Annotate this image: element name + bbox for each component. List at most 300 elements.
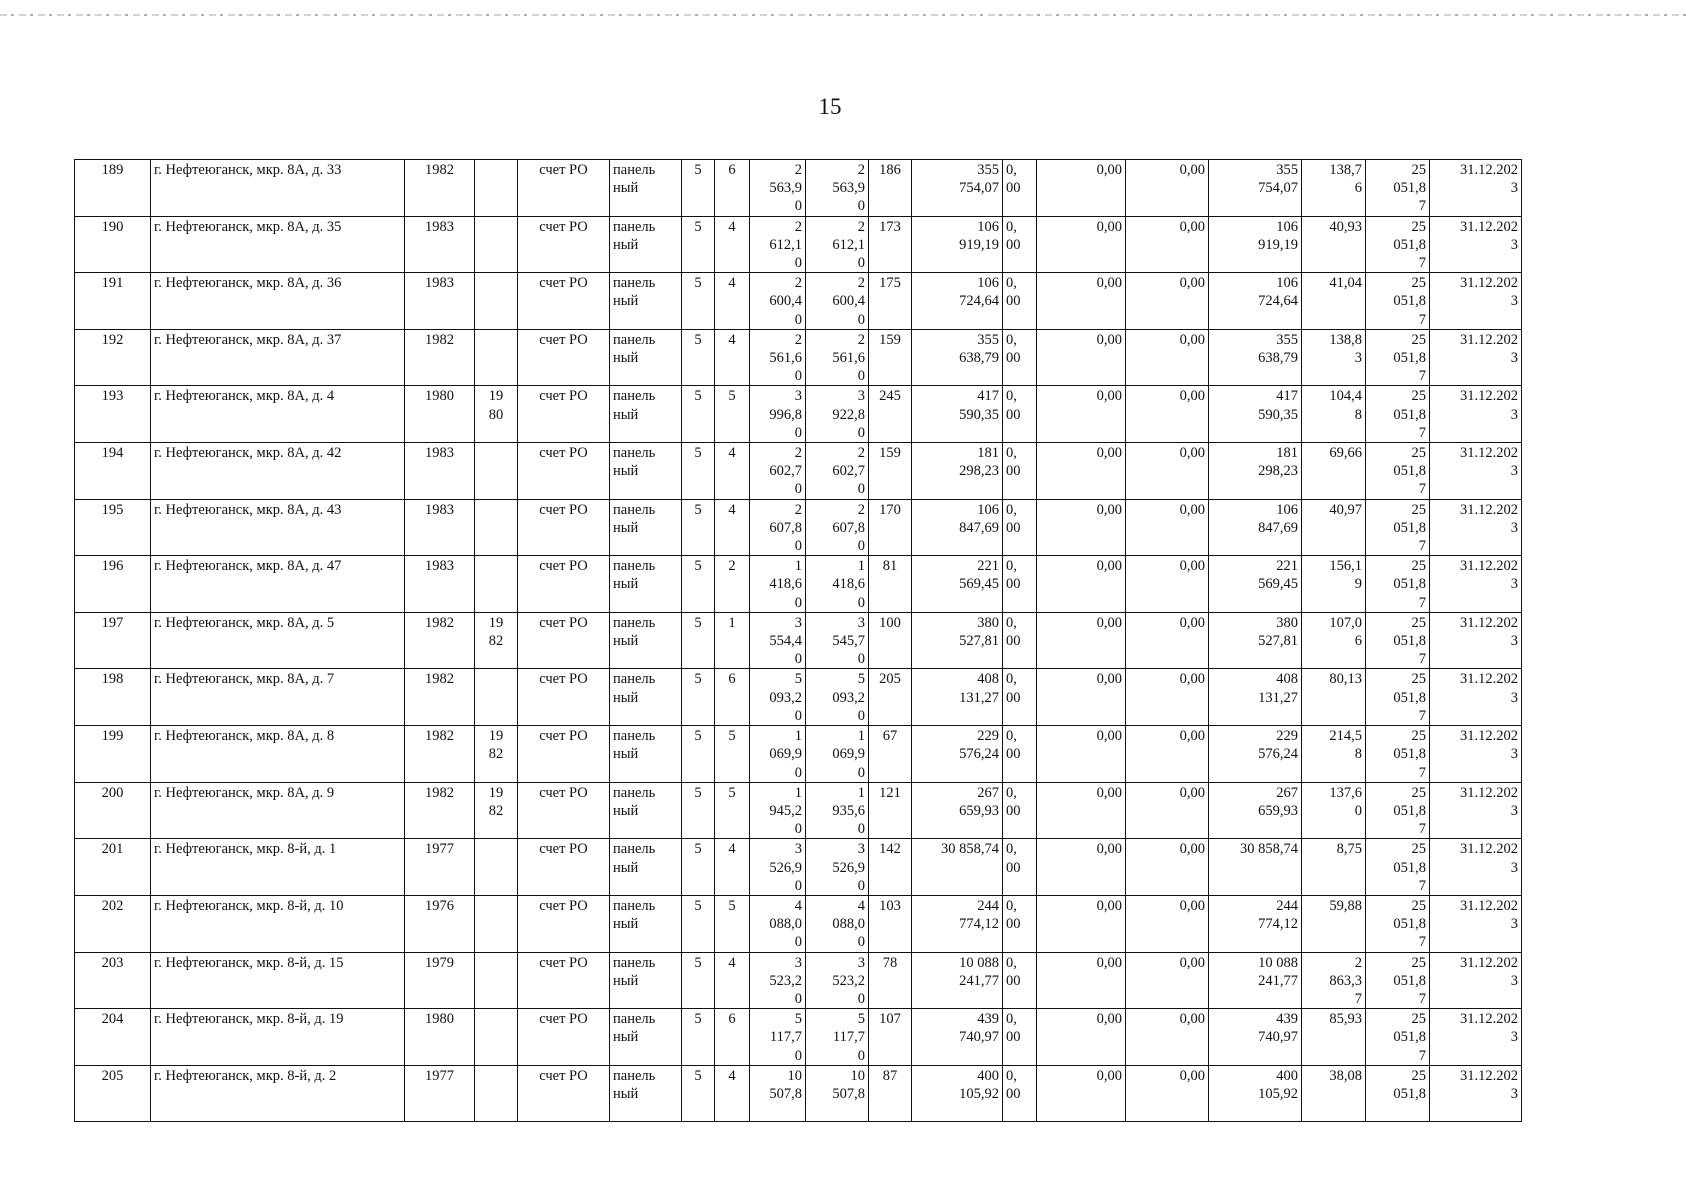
max-unit-cost-cell: 25 051,8 7 <box>1366 556 1430 613</box>
floors-cell: 5 <box>682 443 715 500</box>
year-built-cell: 1977 <box>405 839 475 896</box>
completion-date-cell: 31.12.202 3 <box>1430 726 1522 783</box>
entrances-cell: 5 <box>715 782 750 839</box>
federal-funds-cell: 0, 00 <box>1003 726 1037 783</box>
table-row <box>75 1009 1522 1066</box>
unit-cost-cell: 8,75 <box>1302 839 1366 896</box>
fund-cell: счет РО <box>518 556 610 613</box>
residents-cell: 100 <box>869 612 912 669</box>
address-cell: г. Нефтеюганск, мкр. 8А, д. 47 <box>151 556 405 613</box>
floors-cell: 5 <box>682 612 715 669</box>
max-unit-cost-cell: 25 051,8 7 <box>1366 499 1430 556</box>
total-cost-cell: 408 131,27 <box>912 669 1003 726</box>
entrances-cell: 4 <box>715 952 750 1009</box>
fund-cell: счет РО <box>518 216 610 273</box>
wall-material-cell: панель ный <box>610 1009 682 1066</box>
completion-date-cell: 31.12.202 3 <box>1430 160 1522 217</box>
entrances-cell: 4 <box>715 499 750 556</box>
housing-register-table <box>74 159 1522 1122</box>
entrances-cell: 4 <box>715 839 750 896</box>
address-cell: г. Нефтеюганск, мкр. 8-й, д. 1 <box>151 839 405 896</box>
floors-cell: 5 <box>682 952 715 1009</box>
total-cost-cell: 355 638,79 <box>912 329 1003 386</box>
total-area-cell: 1 945,2 0 <box>750 782 806 839</box>
owner-funds-cell: 106 724,64 <box>1209 273 1302 330</box>
wall-material-cell: панель ный <box>610 952 682 1009</box>
unit-cost-cell: 69,66 <box>1302 443 1366 500</box>
floors-cell: 5 <box>682 386 715 443</box>
total-cost-cell: 244 774,12 <box>912 895 1003 952</box>
total-area-cell: 2 563,9 0 <box>750 160 806 217</box>
address-cell: г. Нефтеюганск, мкр. 8А, д. 36 <box>151 273 405 330</box>
wall-material-cell: панель ный <box>610 839 682 896</box>
year-commissioned-cell <box>475 669 518 726</box>
total-area-cell: 3 526,9 0 <box>750 839 806 896</box>
total-area-cell: 1 418,6 0 <box>750 556 806 613</box>
table-row <box>75 782 1522 839</box>
max-unit-cost-cell: 25 051,8 7 <box>1366 612 1430 669</box>
unit-cost-cell: 156,1 9 <box>1302 556 1366 613</box>
owner-funds-cell: 355 754,07 <box>1209 160 1302 217</box>
living-area-cell: 3 922,8 0 <box>806 386 869 443</box>
floors-cell: 5 <box>682 273 715 330</box>
year-commissioned-cell: 19 82 <box>475 782 518 839</box>
regional-funds-cell: 0,00 <box>1037 443 1126 500</box>
max-unit-cost-cell: 25 051,8 7 <box>1366 895 1430 952</box>
living-area-cell: 2 612,1 0 <box>806 216 869 273</box>
max-unit-cost-cell: 25 051,8 7 <box>1366 839 1430 896</box>
municipal-funds-cell: 0,00 <box>1126 443 1209 500</box>
total-cost-cell: 30 858,74 <box>912 839 1003 896</box>
fund-cell: счет РО <box>518 499 610 556</box>
fund-cell: счет РО <box>518 895 610 952</box>
municipal-funds-cell: 0,00 <box>1126 160 1209 217</box>
row-number: 194 <box>75 443 151 500</box>
completion-date-cell: 31.12.202 3 <box>1430 443 1522 500</box>
regional-funds-cell: 0,00 <box>1037 216 1126 273</box>
residents-cell: 173 <box>869 216 912 273</box>
total-area-cell: 1 069,9 0 <box>750 726 806 783</box>
total-area-cell: 3 554,4 0 <box>750 612 806 669</box>
row-number: 201 <box>75 839 151 896</box>
owner-funds-cell: 244 774,12 <box>1209 895 1302 952</box>
unit-cost-cell: 41,04 <box>1302 273 1366 330</box>
total-cost-cell: 355 754,07 <box>912 160 1003 217</box>
total-area-cell: 3 523,2 0 <box>750 952 806 1009</box>
wall-material-cell: панель ный <box>610 443 682 500</box>
total-area-cell: 2 612,1 0 <box>750 216 806 273</box>
unit-cost-cell: 107,0 6 <box>1302 612 1366 669</box>
floors-cell: 5 <box>682 839 715 896</box>
living-area-cell: 2 607,8 0 <box>806 499 869 556</box>
address-cell: г. Нефтеюганск, мкр. 8А, д. 8 <box>151 726 405 783</box>
max-unit-cost-cell: 25 051,8 7 <box>1366 669 1430 726</box>
table-row <box>75 839 1522 896</box>
row-number: 189 <box>75 160 151 217</box>
total-cost-cell: 267 659,93 <box>912 782 1003 839</box>
federal-funds-cell: 0, 00 <box>1003 669 1037 726</box>
municipal-funds-cell: 0,00 <box>1126 839 1209 896</box>
max-unit-cost-cell: 25 051,8 7 <box>1366 216 1430 273</box>
table-row <box>75 329 1522 386</box>
regional-funds-cell: 0,00 <box>1037 726 1126 783</box>
unit-cost-cell: 80,13 <box>1302 669 1366 726</box>
federal-funds-cell: 0, 00 <box>1003 386 1037 443</box>
row-number: 192 <box>75 329 151 386</box>
table-row <box>75 273 1522 330</box>
wall-material-cell: панель ный <box>610 782 682 839</box>
fund-cell: счет РО <box>518 1065 610 1121</box>
year-built-cell: 1980 <box>405 1009 475 1066</box>
completion-date-cell: 31.12.202 3 <box>1430 669 1522 726</box>
address-cell: г. Нефтеюганск, мкр. 8А, д. 42 <box>151 443 405 500</box>
floors-cell: 5 <box>682 895 715 952</box>
wall-material-cell: панель ный <box>610 669 682 726</box>
year-built-cell: 1982 <box>405 612 475 669</box>
completion-date-cell: 31.12.202 3 <box>1430 216 1522 273</box>
municipal-funds-cell: 0,00 <box>1126 556 1209 613</box>
row-number: 200 <box>75 782 151 839</box>
wall-material-cell: панель ный <box>610 895 682 952</box>
municipal-funds-cell: 0,00 <box>1126 895 1209 952</box>
regional-funds-cell: 0,00 <box>1037 1009 1126 1066</box>
unit-cost-cell: 138,8 3 <box>1302 329 1366 386</box>
total-area-cell: 5 093,2 0 <box>750 669 806 726</box>
completion-date-cell: 31.12.202 3 <box>1430 1009 1522 1066</box>
entrances-cell: 4 <box>715 216 750 273</box>
total-cost-cell: 106 919,19 <box>912 216 1003 273</box>
regional-funds-cell: 0,00 <box>1037 952 1126 1009</box>
address-cell: г. Нефтеюганск, мкр. 8А, д. 43 <box>151 499 405 556</box>
year-commissioned-cell: 19 82 <box>475 726 518 783</box>
year-built-cell: 1982 <box>405 329 475 386</box>
municipal-funds-cell: 0,00 <box>1126 1065 1209 1121</box>
owner-funds-cell: 229 576,24 <box>1209 726 1302 783</box>
residents-cell: 78 <box>869 952 912 1009</box>
entrances-cell: 5 <box>715 726 750 783</box>
total-area-cell: 2 561,6 0 <box>750 329 806 386</box>
row-number: 198 <box>75 669 151 726</box>
max-unit-cost-cell: 25 051,8 7 <box>1366 726 1430 783</box>
row-number: 203 <box>75 952 151 1009</box>
max-unit-cost-cell: 25 051,8 7 <box>1366 952 1430 1009</box>
total-area-cell: 5 117,7 0 <box>750 1009 806 1066</box>
federal-funds-cell: 0, 00 <box>1003 895 1037 952</box>
completion-date-cell: 31.12.202 3 <box>1430 839 1522 896</box>
completion-date-cell: 31.12.202 3 <box>1430 386 1522 443</box>
residents-cell: 67 <box>869 726 912 783</box>
table-row <box>75 443 1522 500</box>
year-commissioned-cell <box>475 329 518 386</box>
unit-cost-cell: 2 863,3 7 <box>1302 952 1366 1009</box>
living-area-cell: 10 507,8 <box>806 1065 869 1121</box>
floors-cell: 5 <box>682 726 715 783</box>
max-unit-cost-cell: 25 051,8 7 <box>1366 329 1430 386</box>
federal-funds-cell: 0, 00 <box>1003 952 1037 1009</box>
regional-funds-cell: 0,00 <box>1037 329 1126 386</box>
year-built-cell: 1980 <box>405 386 475 443</box>
completion-date-cell: 31.12.202 3 <box>1430 952 1522 1009</box>
owner-funds-cell: 417 590,35 <box>1209 386 1302 443</box>
year-built-cell: 1977 <box>405 1065 475 1121</box>
table-row <box>75 556 1522 613</box>
municipal-funds-cell: 0,00 <box>1126 1009 1209 1066</box>
living-area-cell: 2 563,9 0 <box>806 160 869 217</box>
municipal-funds-cell: 0,00 <box>1126 726 1209 783</box>
municipal-funds-cell: 0,00 <box>1126 216 1209 273</box>
owner-funds-cell: 30 858,74 <box>1209 839 1302 896</box>
owner-funds-cell: 221 569,45 <box>1209 556 1302 613</box>
year-commissioned-cell <box>475 952 518 1009</box>
year-commissioned-cell <box>475 216 518 273</box>
year-commissioned-cell <box>475 556 518 613</box>
unit-cost-cell: 85,93 <box>1302 1009 1366 1066</box>
owner-funds-cell: 439 740,97 <box>1209 1009 1302 1066</box>
residents-cell: 205 <box>869 669 912 726</box>
living-area-cell: 4 088,0 0 <box>806 895 869 952</box>
row-number: 204 <box>75 1009 151 1066</box>
max-unit-cost-cell: 25 051,8 7 <box>1366 273 1430 330</box>
address-cell: г. Нефтеюганск, мкр. 8А, д. 9 <box>151 782 405 839</box>
address-cell: г. Нефтеюганск, мкр. 8А, д. 4 <box>151 386 405 443</box>
fund-cell: счет РО <box>518 443 610 500</box>
total-area-cell: 2 600,4 0 <box>750 273 806 330</box>
floors-cell: 5 <box>682 669 715 726</box>
residents-cell: 159 <box>869 443 912 500</box>
federal-funds-cell: 0, 00 <box>1003 1009 1037 1066</box>
regional-funds-cell: 0,00 <box>1037 273 1126 330</box>
row-number: 195 <box>75 499 151 556</box>
fund-cell: счет РО <box>518 669 610 726</box>
address-cell: г. Нефтеюганск, мкр. 8А, д. 37 <box>151 329 405 386</box>
entrances-cell: 4 <box>715 443 750 500</box>
year-built-cell: 1982 <box>405 669 475 726</box>
table-body <box>75 160 1522 1122</box>
row-number: 197 <box>75 612 151 669</box>
owner-funds-cell: 106 919,19 <box>1209 216 1302 273</box>
floors-cell: 5 <box>682 556 715 613</box>
residents-cell: 245 <box>869 386 912 443</box>
max-unit-cost-cell: 25 051,8 7 <box>1366 1009 1430 1066</box>
owner-funds-cell: 408 131,27 <box>1209 669 1302 726</box>
federal-funds-cell: 0, 00 <box>1003 839 1037 896</box>
living-area-cell: 1 418,6 0 <box>806 556 869 613</box>
wall-material-cell: панель ный <box>610 1065 682 1121</box>
completion-date-cell: 31.12.202 3 <box>1430 499 1522 556</box>
unit-cost-cell: 138,7 6 <box>1302 160 1366 217</box>
completion-date-cell: 31.12.202 3 <box>1430 1065 1522 1121</box>
table-row <box>75 1065 1522 1121</box>
regional-funds-cell: 0,00 <box>1037 895 1126 952</box>
row-number: 199 <box>75 726 151 783</box>
total-cost-cell: 400 105,92 <box>912 1065 1003 1121</box>
municipal-funds-cell: 0,00 <box>1126 952 1209 1009</box>
federal-funds-cell: 0, 00 <box>1003 612 1037 669</box>
municipal-funds-cell: 0,00 <box>1126 329 1209 386</box>
regional-funds-cell: 0,00 <box>1037 782 1126 839</box>
municipal-funds-cell: 0,00 <box>1126 499 1209 556</box>
completion-date-cell: 31.12.202 3 <box>1430 273 1522 330</box>
municipal-funds-cell: 0,00 <box>1126 612 1209 669</box>
row-number: 190 <box>75 216 151 273</box>
living-area-cell: 1 069,9 0 <box>806 726 869 783</box>
completion-date-cell: 31.12.202 3 <box>1430 612 1522 669</box>
entrances-cell: 2 <box>715 556 750 613</box>
year-built-cell: 1982 <box>405 782 475 839</box>
total-cost-cell: 106 724,64 <box>912 273 1003 330</box>
wall-material-cell: панель ный <box>610 216 682 273</box>
address-cell: г. Нефтеюганск, мкр. 8-й, д. 19 <box>151 1009 405 1066</box>
floors-cell: 5 <box>682 160 715 217</box>
total-cost-cell: 229 576,24 <box>912 726 1003 783</box>
entrances-cell: 5 <box>715 895 750 952</box>
year-built-cell: 1982 <box>405 726 475 783</box>
entrances-cell: 4 <box>715 1065 750 1121</box>
federal-funds-cell: 0, 00 <box>1003 1065 1037 1121</box>
address-cell: г. Нефтеюганск, мкр. 8А, д. 33 <box>151 160 405 217</box>
fund-cell: счет РО <box>518 1009 610 1066</box>
table-row <box>75 160 1522 217</box>
living-area-cell: 5 117,7 0 <box>806 1009 869 1066</box>
year-commissioned-cell <box>475 499 518 556</box>
federal-funds-cell: 0, 00 <box>1003 216 1037 273</box>
row-number: 205 <box>75 1065 151 1121</box>
wall-material-cell: панель ный <box>610 556 682 613</box>
residents-cell: 81 <box>869 556 912 613</box>
wall-material-cell: панель ный <box>610 726 682 783</box>
regional-funds-cell: 0,00 <box>1037 1065 1126 1121</box>
residents-cell: 186 <box>869 160 912 217</box>
table-row <box>75 499 1522 556</box>
unit-cost-cell: 40,93 <box>1302 216 1366 273</box>
completion-date-cell: 31.12.202 3 <box>1430 329 1522 386</box>
residents-cell: 170 <box>869 499 912 556</box>
federal-funds-cell: 0, 00 <box>1003 273 1037 330</box>
total-area-cell: 2 602,7 0 <box>750 443 806 500</box>
living-area-cell: 3 523,2 0 <box>806 952 869 1009</box>
municipal-funds-cell: 0,00 <box>1126 782 1209 839</box>
address-cell: г. Нефтеюганск, мкр. 8-й, д. 10 <box>151 895 405 952</box>
unit-cost-cell: 104,4 8 <box>1302 386 1366 443</box>
living-area-cell: 5 093,2 0 <box>806 669 869 726</box>
regional-funds-cell: 0,00 <box>1037 839 1126 896</box>
unit-cost-cell: 40,97 <box>1302 499 1366 556</box>
page-number: 15 <box>818 94 842 119</box>
year-built-cell: 1976 <box>405 895 475 952</box>
fund-cell: счет РО <box>518 386 610 443</box>
residents-cell: 175 <box>869 273 912 330</box>
wall-material-cell: панель ный <box>610 386 682 443</box>
regional-funds-cell: 0,00 <box>1037 499 1126 556</box>
year-commissioned-cell <box>475 1065 518 1121</box>
total-area-cell: 3 996,8 0 <box>750 386 806 443</box>
year-commissioned-cell <box>475 160 518 217</box>
living-area-cell: 3 545,7 0 <box>806 612 869 669</box>
total-cost-cell: 439 740,97 <box>912 1009 1003 1066</box>
completion-date-cell: 31.12.202 3 <box>1430 782 1522 839</box>
federal-funds-cell: 0, 00 <box>1003 443 1037 500</box>
year-built-cell: 1983 <box>405 443 475 500</box>
table-row <box>75 895 1522 952</box>
floors-cell: 5 <box>682 329 715 386</box>
fund-cell: счет РО <box>518 612 610 669</box>
residents-cell: 103 <box>869 895 912 952</box>
fund-cell: счет РО <box>518 726 610 783</box>
total-cost-cell: 10 088 241,77 <box>912 952 1003 1009</box>
wall-material-cell: панель ный <box>610 499 682 556</box>
total-cost-cell: 417 590,35 <box>912 386 1003 443</box>
fund-cell: счет РО <box>518 952 610 1009</box>
total-area-cell: 2 607,8 0 <box>750 499 806 556</box>
table-row <box>75 952 1522 1009</box>
year-built-cell: 1979 <box>405 952 475 1009</box>
unit-cost-cell: 38,08 <box>1302 1065 1366 1121</box>
address-cell: г. Нефтеюганск, мкр. 8А, д. 5 <box>151 612 405 669</box>
year-commissioned-cell: 19 80 <box>475 386 518 443</box>
address-cell: г. Нефтеюганск, мкр. 8А, д. 35 <box>151 216 405 273</box>
total-cost-cell: 181 298,23 <box>912 443 1003 500</box>
year-commissioned-cell <box>475 443 518 500</box>
entrances-cell: 1 <box>715 612 750 669</box>
residents-cell: 121 <box>869 782 912 839</box>
floors-cell: 5 <box>682 216 715 273</box>
wall-material-cell: панель ный <box>610 612 682 669</box>
total-cost-cell: 106 847,69 <box>912 499 1003 556</box>
max-unit-cost-cell: 25 051,8 7 <box>1366 386 1430 443</box>
floors-cell: 5 <box>682 499 715 556</box>
regional-funds-cell: 0,00 <box>1037 612 1126 669</box>
residents-cell: 87 <box>869 1065 912 1121</box>
owner-funds-cell: 106 847,69 <box>1209 499 1302 556</box>
unit-cost-cell: 59,88 <box>1302 895 1366 952</box>
wall-material-cell: панель ный <box>610 329 682 386</box>
year-commissioned-cell: 19 82 <box>475 612 518 669</box>
max-unit-cost-cell: 25 051,8 7 <box>1366 160 1430 217</box>
federal-funds-cell: 0, 00 <box>1003 160 1037 217</box>
year-built-cell: 1983 <box>405 499 475 556</box>
entrances-cell: 6 <box>715 669 750 726</box>
regional-funds-cell: 0,00 <box>1037 556 1126 613</box>
address-cell: г. Нефтеюганск, мкр. 8А, д. 7 <box>151 669 405 726</box>
federal-funds-cell: 0, 00 <box>1003 782 1037 839</box>
completion-date-cell: 31.12.202 3 <box>1430 895 1522 952</box>
year-commissioned-cell <box>475 839 518 896</box>
entrances-cell: 4 <box>715 273 750 330</box>
table-row <box>75 612 1522 669</box>
row-number: 196 <box>75 556 151 613</box>
table-row <box>75 726 1522 783</box>
residents-cell: 159 <box>869 329 912 386</box>
total-cost-cell: 221 569,45 <box>912 556 1003 613</box>
max-unit-cost-cell: 25 051,8 7 <box>1366 443 1430 500</box>
year-built-cell: 1983 <box>405 216 475 273</box>
residents-cell: 142 <box>869 839 912 896</box>
table-row <box>75 216 1522 273</box>
fund-cell: счет РО <box>518 273 610 330</box>
year-built-cell: 1982 <box>405 160 475 217</box>
total-cost-cell: 380 527,81 <box>912 612 1003 669</box>
year-commissioned-cell <box>475 895 518 952</box>
owner-funds-cell: 400 105,92 <box>1209 1065 1302 1121</box>
owner-funds-cell: 267 659,93 <box>1209 782 1302 839</box>
owner-funds-cell: 181 298,23 <box>1209 443 1302 500</box>
living-area-cell: 2 602,7 0 <box>806 443 869 500</box>
row-number: 193 <box>75 386 151 443</box>
entrances-cell: 6 <box>715 160 750 217</box>
entrances-cell: 6 <box>715 1009 750 1066</box>
address-cell: г. Нефтеюганск, мкр. 8-й, д. 15 <box>151 952 405 1009</box>
living-area-cell: 1 935,6 0 <box>806 782 869 839</box>
